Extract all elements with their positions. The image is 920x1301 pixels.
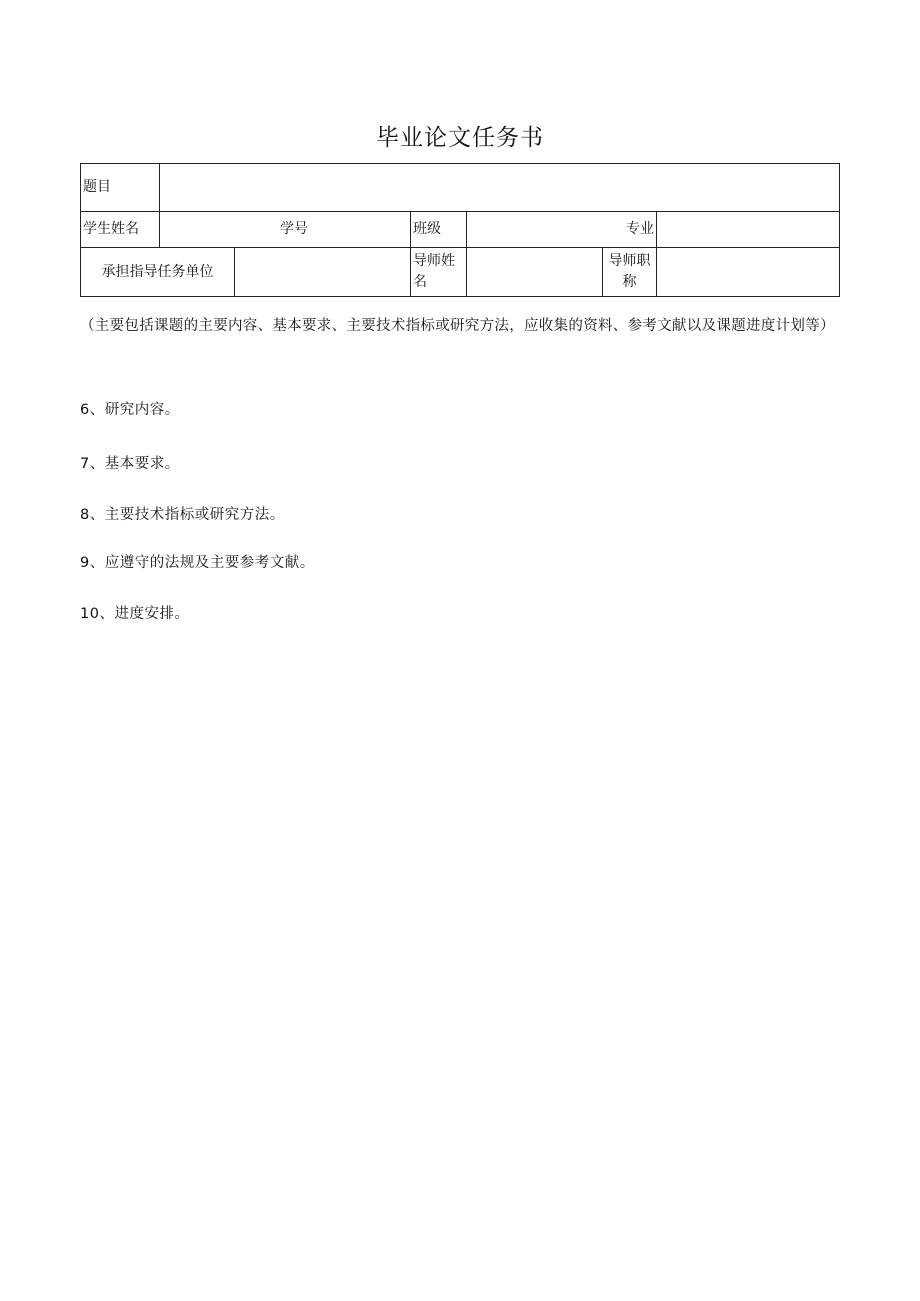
student-name-label: 学生姓名 <box>81 212 160 248</box>
section-item-basic-requirements: 7、基本要求。 <box>80 456 180 472</box>
advisor-name-field[interactable] <box>467 248 603 297</box>
instruction-note: （主要包括课题的主要内容、基本要求、主要技术指标或研究方法，应收集的资料、参考文献以及课题进度计划等） <box>80 318 835 334</box>
class-label: 班级 <box>411 212 467 248</box>
student-row <box>81 212 840 248</box>
class-field[interactable] <box>467 212 657 248</box>
document-title: 毕业论文任务书 <box>376 125 544 151</box>
unit-row <box>81 248 840 297</box>
student-name-field[interactable] <box>160 212 411 248</box>
section-item-schedule: 10、进度安排。 <box>80 606 190 622</box>
unit-field[interactable] <box>235 248 411 297</box>
major-field[interactable] <box>657 212 840 248</box>
advisor-title-field[interactable] <box>657 248 840 297</box>
unit-label: 承担指导任务单位 <box>81 248 235 297</box>
advisor-name-label: 导师姓名 <box>411 248 467 297</box>
advisor-title-label: 导师职称 <box>603 248 657 297</box>
task-info-table <box>80 163 840 297</box>
section-item-technical-indicators: 8、主要技术指标或研究方法。 <box>80 507 285 523</box>
topic-field[interactable] <box>160 164 840 212</box>
section-item-regulations-references: 9、应遵守的法规及主要参考文献。 <box>80 555 315 571</box>
topic-label: 题目 <box>81 164 160 212</box>
section-item-research-content: 6、研究内容。 <box>80 402 180 418</box>
student-id-label: 学号 <box>280 221 308 237</box>
major-label: 专业 <box>626 221 654 237</box>
topic-row <box>81 164 840 212</box>
